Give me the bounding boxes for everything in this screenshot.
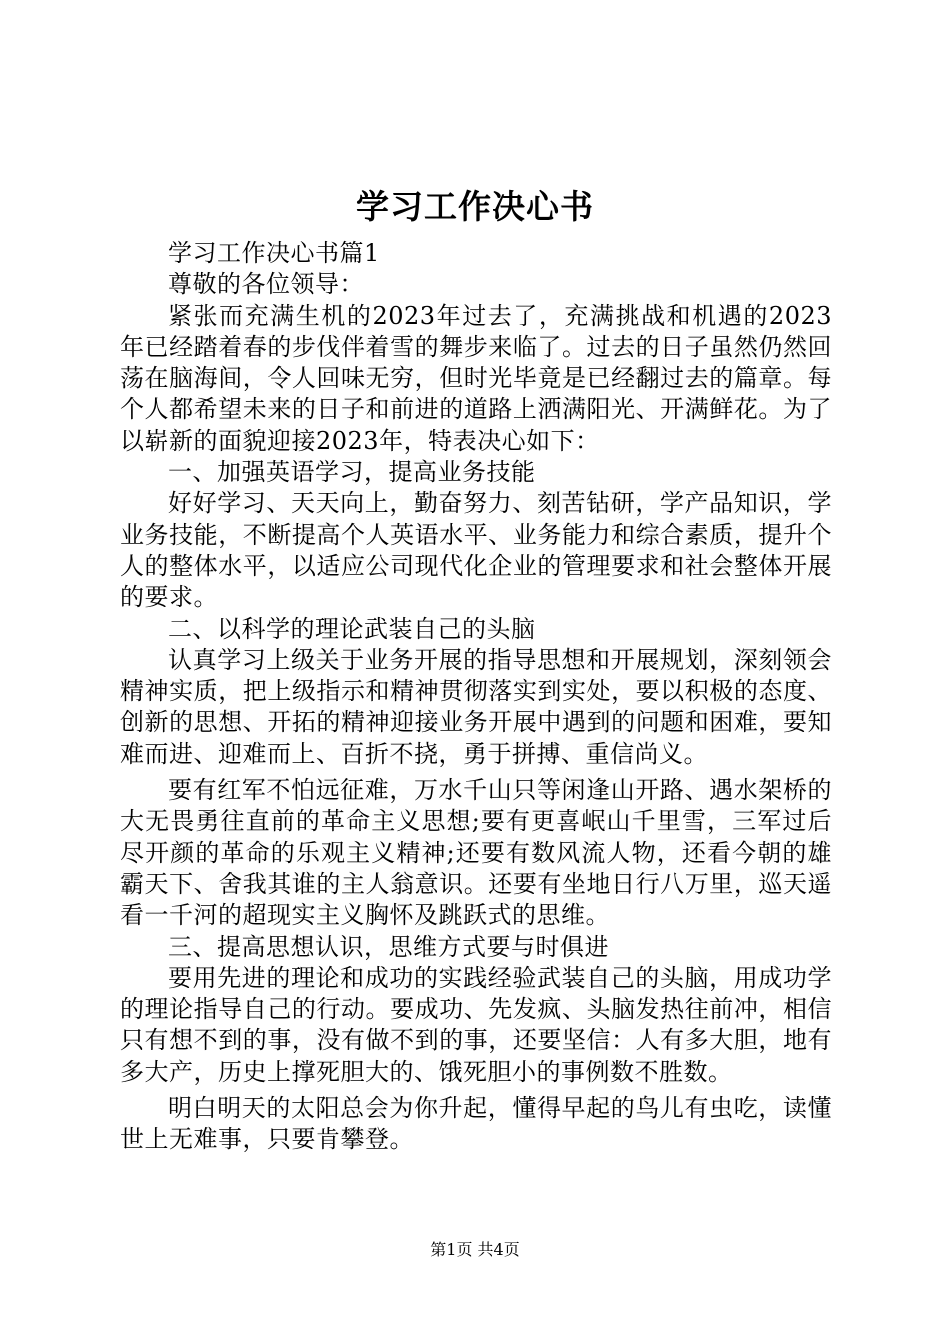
heading-three: 三、提高思想认识，思维方式要与时俱进 — [168, 932, 609, 961]
intro-paragraph: 紧张而充满生机的2023年过去了，充满挑战和机遇的2023年已经踏着春的步伐伴着雪的舞步来临了。过去的日子虽然仍然回荡在脑海间，令人回味无穷，但时光毕竟是已经翻过去的篇章。每个人都希望未来的日子和前进的道路上洒满阳光、开满鲜花。为了以崭新的面貌迎接2023年，特表决心如下： — [120, 301, 832, 455]
paragraph-two: 认真学习上级关于业务开展的指导思想和开展规划，深刻领会精神实质，把上级指示和精神贯彻落实到实处，要以积极的态度、创新的思想、开拓的精神迎接业务开展中遇到的问题和困难，要知难而进、迎难而上、百折不挠，勇于拼搏、重信尚义。 — [120, 645, 832, 768]
page-footer: 第1页 共4页 — [430, 1240, 520, 1259]
paragraph-four: 要用先进的理论和成功的实践经验武装自己的头脑，用成功学的理论指导自己的行动。要成功、先发疯、头脑发热往前冲，相信只有想不到的事，没有做不到的事，还要坚信：人有多大胆，地有多大产，历史上撑死胆大的、饿死胆小的事例数不胜数。 — [120, 963, 832, 1086]
heading-one: 一、加强英语学习，提高业务技能 — [168, 458, 536, 487]
document-title: 学习工作决心书 — [356, 187, 594, 226]
paragraph-three: 要有红军不怕远征难，万水千山只等闲逢山开路、遇水架桥的大无畏勇往直前的革命主义思想;要有更喜岷山千里雪，三军过后尽开颜的革命的乐观主义精神;还要有数风流人物，还看今朝的雄霸天下、舍我其谁的主人翁意识。还要有坐地日行八万里，巡天遥看一千河的超现实主义胸怀及跳跃式的思维。 — [120, 776, 832, 930]
paragraph-five: 明白明天的太阳总会为你升起，懂得早起的鸟儿有虫吃，读懂世上无难事，只要肯攀登。 — [120, 1094, 832, 1154]
heading-two: 二、以科学的理论武装自己的头脑 — [168, 614, 536, 643]
document-body — [120, 238, 832, 1156]
paragraph-one: 好好学习、天天向上，勤奋努力、刻苦钻研，学产品知识，学业务技能，不断提高个人英语水平、业务能力和综合素质，提升个人的整体水平，以适应公司现代化企业的管理要求和社会整体开展的要求。 — [120, 489, 832, 612]
section-label: 学习工作决心书篇1 — [168, 239, 380, 267]
salutation: 尊敬的各位领导： — [168, 270, 364, 299]
